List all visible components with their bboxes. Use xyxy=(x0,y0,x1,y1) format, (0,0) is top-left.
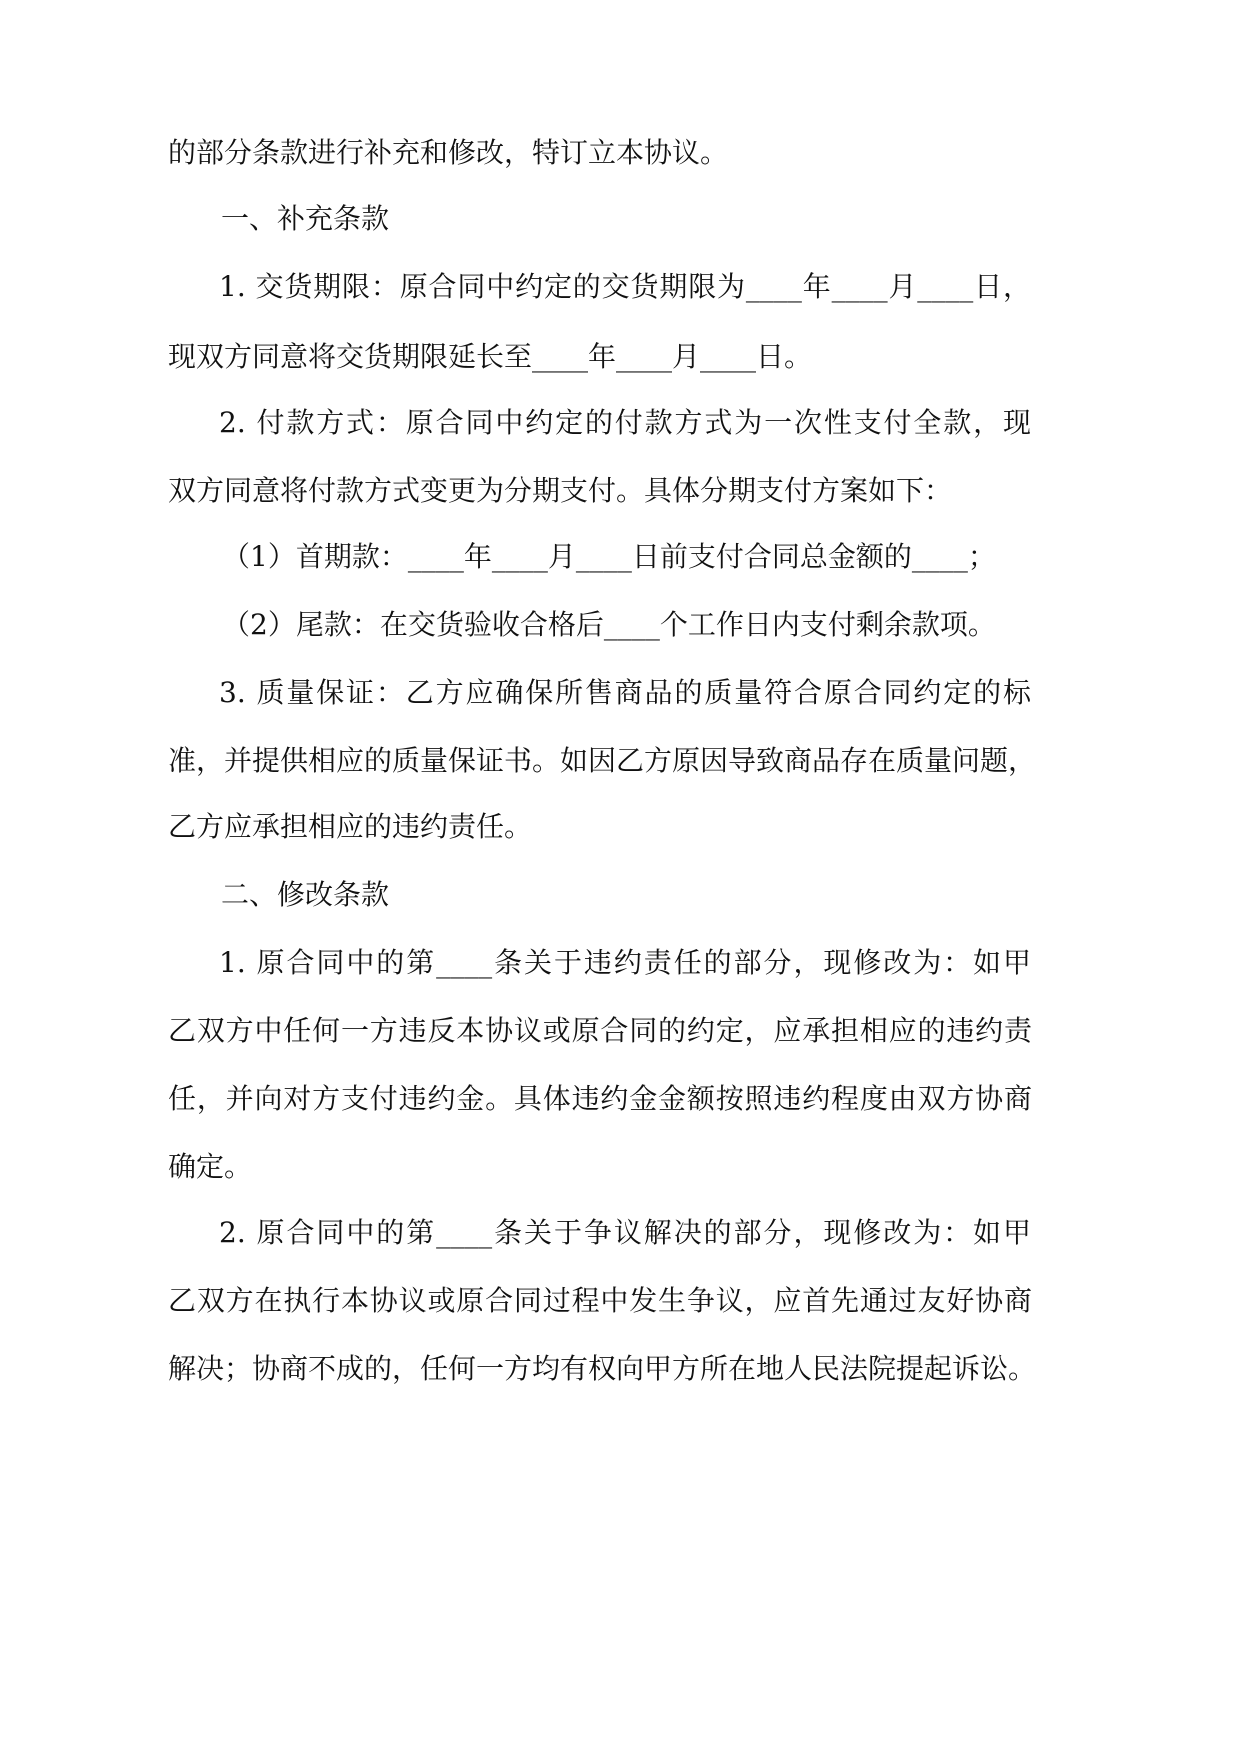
paragraph-line: 准，并提供相应的质量保证书。如因乙方原因导致商品存在质量问题， xyxy=(168,744,1037,777)
paragraph-line: 乙双方在执行本协议或原合同过程中发生争议，应首先通过友好协商 xyxy=(168,1284,1032,1317)
section-heading-amendments: 二、修改条款 xyxy=(221,878,390,911)
paragraph-line: 解决；协商不成的，任何一方均有权向甲方所在地人民法院提起诉讼。 xyxy=(168,1352,1037,1385)
payment-installment-line: （1）首期款：____年____月____日前支付合同总金额的____； xyxy=(222,540,996,573)
paragraph-line: 3. 质量保证：乙方应确保所售商品的质量符合原合同约定的标 xyxy=(219,676,1031,709)
paragraph-line: 1. 原合同中的第____条关于违约责任的部分，现修改为：如甲 xyxy=(219,946,1031,979)
paragraph-line: 乙双方中任何一方违反本协议或原合同的约定，应承担相应的违约责 xyxy=(168,1014,1032,1047)
paragraph-line: 乙方应承担相应的违约责任。 xyxy=(168,810,533,843)
section-heading-supplementary: 一、补充条款 xyxy=(221,202,390,235)
paragraph-line: 2. 原合同中的第____条关于争议解决的部分，现修改为：如甲 xyxy=(219,1216,1031,1249)
paragraph-line: 双方同意将付款方式变更为分期支付。具体分期支付方案如下： xyxy=(168,474,953,507)
paragraph-line: 1. 交货期限：原合同中约定的交货期限为____年____月____日， xyxy=(219,270,1031,303)
paragraph-line: 2. 付款方式：原合同中约定的付款方式为一次性支付全款，现 xyxy=(219,406,1031,439)
paragraph-line: 的部分条款进行补充和修改，特订立本协议。 xyxy=(168,136,729,169)
payment-balance-line: （2）尾款：在交货验收合格后____个工作日内支付剩余款项。 xyxy=(222,608,996,641)
paragraph-line: 现双方同意将交货期限延长至____年____月____日。 xyxy=(168,340,813,373)
paragraph-line: 任，并向对方支付违约金。具体违约金金额按照违约程度由双方协商 xyxy=(168,1082,1032,1115)
paragraph-line: 确定。 xyxy=(168,1150,253,1183)
